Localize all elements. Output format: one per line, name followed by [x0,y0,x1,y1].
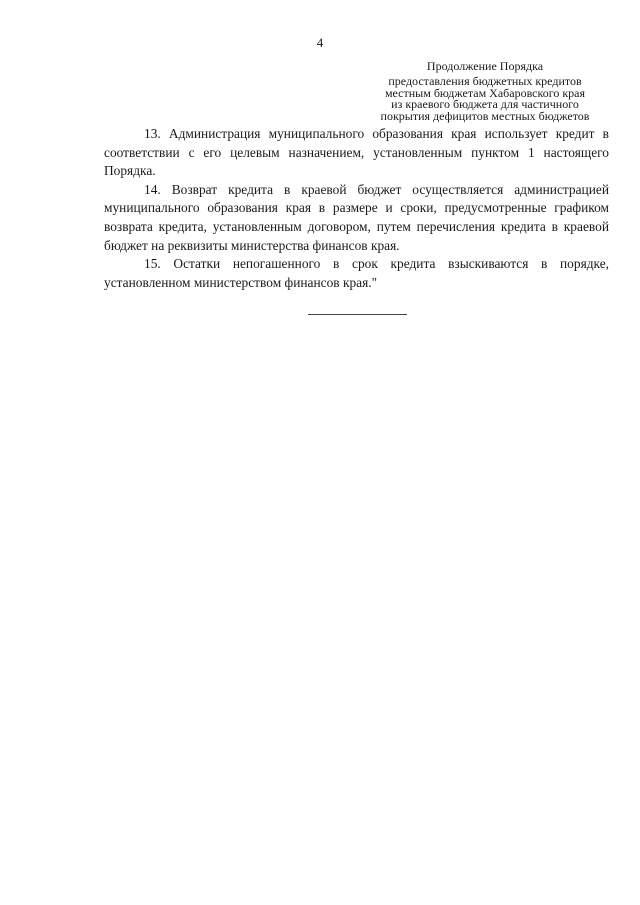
separator-line [308,314,407,315]
header-line: местным бюджетам Хабаровского края [384,85,586,100]
header-line: покрытия дефицитов местных бюджетов [380,108,590,123]
page-number: 4 [316,35,324,50]
header-line: из краевого бюджета для частичного [391,97,579,111]
document-body [104,125,609,292]
paragraph-15: 15. Остатки непогашенного в срок кредита взыскиваются в порядке, установленном министерством финансов края." [104,256,609,290]
header-title: Продолжение Порядка [426,59,544,73]
paragraph-14: 14. Возврат кредита в краевой бюджет осуществляется администрацией муниципального образования края в размере и сроки, предусмотренные графиком возврата кредита, установленным договором, путем перечисления кредита в краевой бюджет на реквизиты министерства финансов края. [104,181,609,253]
document-header [360,60,610,122]
header-line: предоставления бюджетных кредитов [388,74,582,88]
paragraph-13: 13. Администрация муниципального образования края использует кредит в соответствии с его целевым назначением, установленным пунктом 1 настоящего Порядка. [104,126,609,179]
